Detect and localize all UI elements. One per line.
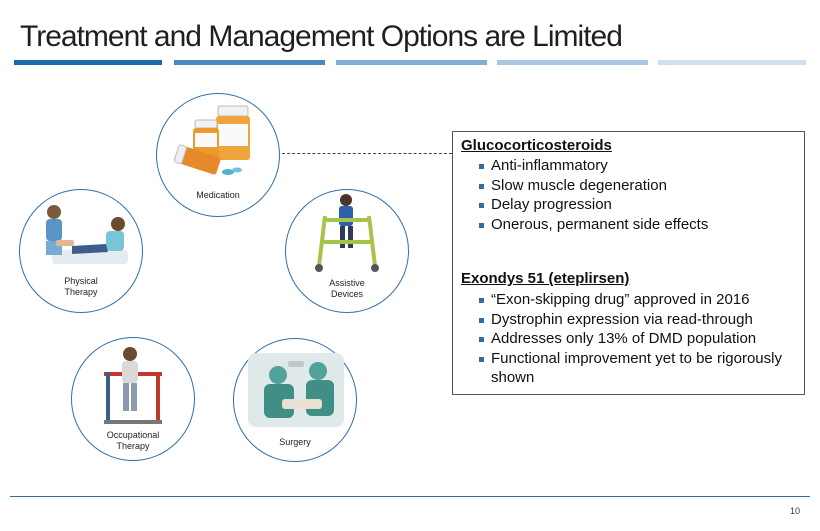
occupational-therapy-icon (98, 342, 170, 426)
option-medication (156, 93, 280, 217)
exondys-heading: Exondys 51 (eteplirsen) (461, 270, 630, 287)
list-item: Onerous, permanent side effects (479, 215, 801, 235)
slide-title: Treatment and Management Options are Limited (20, 20, 622, 53)
footer-divider (10, 496, 810, 497)
surgery-icon (248, 353, 344, 427)
option-label: Occupational Therapy (106, 430, 160, 451)
physical-therapy-icon (32, 200, 132, 272)
connector-line (282, 153, 452, 154)
option-physical-therapy (19, 189, 143, 313)
option-label: Physical Therapy (64, 276, 98, 297)
option-label: Surgery (279, 437, 311, 447)
list-item: “Exon-skipping drug” approved in 2016 (479, 290, 801, 310)
option-occupational-therapy (71, 337, 195, 461)
list-item: Delay progression (479, 195, 801, 215)
option-surgery (233, 338, 357, 462)
list-item: Slow muscle degeneration (479, 176, 801, 196)
list-item: Functional improvement yet to be rigorously shown (479, 349, 801, 388)
treatment-info-box (452, 131, 805, 395)
option-assistive-devices (285, 189, 409, 313)
option-label: Assistive Devices (329, 278, 365, 299)
pill-bottles-icon (173, 100, 263, 180)
page-number: 10 (789, 506, 800, 516)
glucocorticosteroids-bullets (479, 156, 801, 234)
list-item: Dystrophin expression via read-through (479, 310, 801, 330)
list-item: Addresses only 13% of DMD population (479, 329, 801, 349)
list-item: Anti-inflammatory (479, 156, 801, 176)
option-label: Medication (196, 190, 240, 200)
title-underline-bars (14, 60, 806, 65)
exondys-bullets (479, 290, 801, 388)
walker-icon (313, 192, 383, 274)
glucocorticosteroids-heading: Glucocorticosteroids (461, 137, 612, 154)
